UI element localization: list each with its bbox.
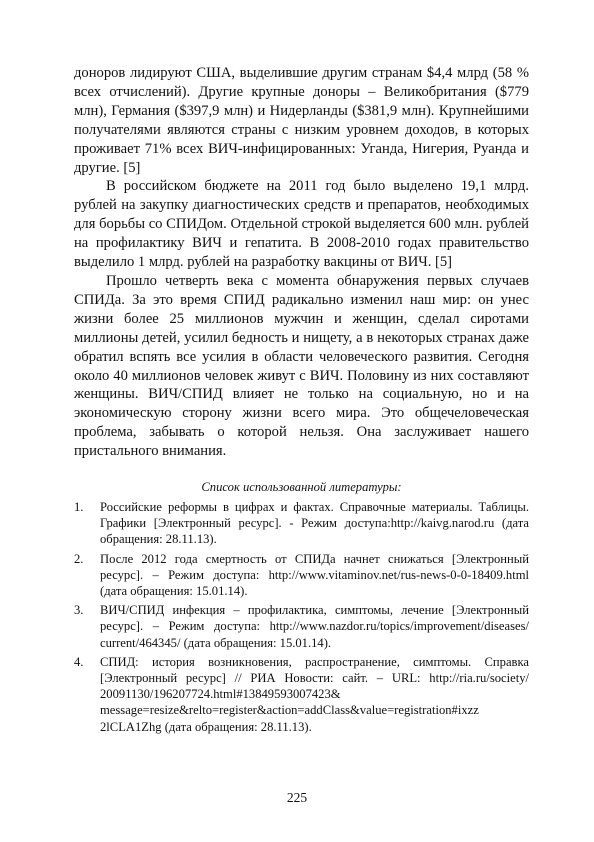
paragraph-3: Прошло четверть века с момента обнаружения первых случаев СПИДа. За это время СПИД радикально изменил наш мир: он унес жизни более 25 миллионов мужчин и женщин, сделал сиротами миллионы детей, усилил бедность и нищету, а в некоторых странах даже обратил вспять все усилия в области человеческого развития. Сегодня около 40 миллионов человек живут с ВИЧ. Половину из них составляют женщины. ВИЧ/СПИД влияет не только на социальную, но и на экономическую сторону жизни всего мира. Это общечеловеческая проблема, забывать о которой нельзя. Она заслуживает нашего пристального внимания. [74, 272, 529, 460]
reference-text: СПИД: история возникновения, распространение, симптомы. Справка [Электронный ресурс] // РИА Новости: сайт. – URL: http://ria.ru/society/ 20091130/196207724.html#13849593007423& message=resize&relto=register&action=addClass&value=registration#ixzz 2lCLA1Zhg (дата обращения: 28.11.13). [100, 654, 529, 734]
reference-text: ВИЧ/СПИД инфекция – профилактика, симптомы, лечение [Электронный ресурс]. – Режим доступа: http://www.nazdor.ru/topics/improvement/diseases/ current/464345/ (дата обращения: 15.01.14). [100, 603, 529, 650]
reference-number: 1. [74, 500, 84, 515]
page-number: 225 [286, 790, 308, 805]
reference-item [74, 602, 529, 651]
reference-text: Российские реформы в цифрах и фактах. Справочные материалы. Таблицы. Графики [Электронный ресурс]. - Режим доступа:http://kaivg.narod.ru (дата обращения: 28.11.13). [100, 500, 529, 547]
reference-number: 2. [74, 551, 84, 566]
reference-item [74, 499, 529, 548]
reference-number: 4. [74, 654, 84, 669]
references-title: Список использованной литературы: [201, 480, 402, 495]
reference-number: 3. [74, 603, 84, 618]
page-content [74, 64, 529, 738]
reference-item [74, 654, 529, 735]
references-list [74, 499, 529, 735]
paragraph-1: донoров лидируют США, выделившие другим странам $4,4 млрд (58 % всех отчислений). Другие крупные доноры – Великобритания ($779 млн), Германия ($397,9 млн) и Нидерланды ($381,9 млн). Крупнейшими получателями являются страны с низким уровнем доходов, в которых проживает 71% всех ВИЧ-инфицированных: Уганда, Нигерия, Руанда и другие. [5] [74, 65, 529, 176]
reference-text: После 2012 года смертность от СПИДа начнет снижаться [Электронный ресурс]. – Режим доступа: http://www.vitaminov.net/rus-news-0-0-18409.html (дата обращения: 15.01.14). [100, 551, 529, 599]
paragraph-2: В российском бюджете на 2011 год было выделено 19,1 млрд. рублей на закупку диагностических средств и препаратов, необходимых для борьбы со СПИДом. Отдельной строкой выделяется 600 млн. рублей на профилактику ВИЧ и гепатита. В 2008-2010 годах правительство выделило 1 млрд. рублей на разработку вакцины от ВИЧ. [5] [74, 178, 529, 271]
reference-item [74, 551, 529, 600]
